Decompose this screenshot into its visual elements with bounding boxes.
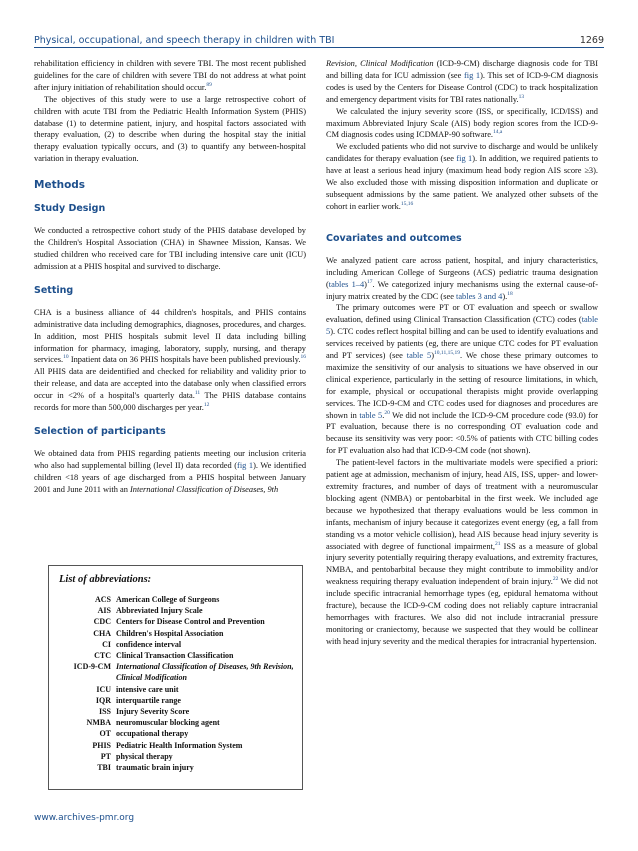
abbreviations-title: List of abbreviations:	[59, 574, 152, 585]
methods-heading: Methods	[34, 179, 86, 192]
study-design-paragraph: We conducted a retrospective cohort study of the PHIS database developed by the Children's Hospital Association (CHA) in Shawnee Mission, Kansas. We studied children who received care for TBI including intensive care unit (ICU) admission at a PHIS hospital and survived to discharge.	[34, 226, 306, 271]
abbreviation-row	[51, 650, 296, 661]
covariates-heading: Covariates and outcomes	[326, 232, 462, 244]
abbreviation-row	[51, 684, 296, 695]
abbreviation-term: PT	[100, 751, 111, 761]
abbreviation-term: ISS	[98, 707, 111, 717]
abbreviation-term: CDC	[93, 617, 111, 627]
abbreviation-definition: International Classification of Diseases, 9th Revision, Clinical Modification	[116, 662, 294, 683]
header-rule	[34, 47, 604, 48]
abbreviation-row	[51, 717, 296, 728]
table5-link[interactable]: table 5	[326, 315, 598, 337]
abbreviation-definition: occupational therapy	[116, 729, 189, 739]
abbreviation-row	[51, 706, 296, 717]
abbreviation-definition: traumatic brain injury	[116, 763, 194, 773]
abbreviation-row	[51, 728, 296, 739]
abbreviation-row	[51, 628, 296, 639]
iss-paragraph: We calculated the injury severity score (ISS, or specifically, ICD/ISS) and maximum Abbreviated Injury Scale (AIS) body region scores from the ICD-9-CM diagnosis codes using ICDMAP-90 software.$^{14,a}$	[326, 106, 598, 140]
abbreviation-term: CHA	[93, 628, 111, 638]
tables-1-4-link[interactable]: tables 1–4	[328, 279, 365, 289]
abbreviation-term: ICD-9-CM	[73, 662, 111, 672]
covariates-paragraph: We analyzed patient care across patient, hospital, and injury characteristics, including American College of Surgeons (ACS) pediatric trauma designation (tables 1–4)$^{17}$. We categorized injury mechanisms using the external cause-of-injury matrix created by the CDC (see tables 3 and 4).$^{18}$	[326, 255, 598, 301]
abbreviation-term: CTC	[94, 651, 111, 661]
abbreviation-row	[51, 616, 296, 627]
abbreviations-box	[48, 565, 303, 790]
table5-link[interactable]: table 5	[359, 410, 383, 420]
fig1-link[interactable]: fig 1	[456, 154, 473, 164]
abbreviation-definition: American College of Surgeons	[116, 595, 220, 604]
abbreviation-row	[51, 639, 296, 650]
abbreviation-definition: Children's Hospital Association	[116, 628, 224, 638]
abbreviation-term: NMBA	[86, 718, 111, 728]
selection-heading: Selection of participants	[34, 425, 166, 437]
abbreviation-definition: Clinical Transaction Classification	[116, 651, 234, 661]
abbreviations-list	[51, 594, 296, 773]
setting-heading: Setting	[34, 284, 74, 296]
abbreviation-term: ACS	[94, 595, 111, 604]
abbreviation-definition: intensive care unit	[116, 684, 179, 694]
fig1-link[interactable]: fig 1	[237, 460, 254, 470]
page-number: 1269	[579, 35, 604, 46]
abbreviation-row	[51, 594, 296, 605]
abbreviation-term: AIS	[97, 606, 111, 616]
intro-paragraph: rehabilitation efficiency in children with severe TBI. The most recent published guidelines for the care of children with severe TBI do not address at what point after injury initiation of rehabilitation should occur.$^{89}$	[34, 59, 306, 92]
abbreviation-row	[51, 661, 296, 683]
abbreviation-definition: neuromuscular blocking agent	[116, 718, 220, 728]
abbreviation-term: ICU	[96, 684, 111, 694]
setting-paragraph: CHA is a business alliance of 44 children's hospitals, and PHIS contains administrative data including demographics, diagnoses, procedures, and charges. In addition, most PHIS hospitals submit level II data including billing information for pharmacy, imaging, laboratory, supply, nursing, and therapy services.$^{10}$ Inpatient data on 36 PHIS hospitals have been published previously.$^{16}$ All PHIS data are deidentified and checked for reliability and validity prior to their release, and data are accepted into the database only when classified errors occur in <2% of a hospital's quarterly data.$^{11}$ The PHIS database contains records for more than 500,000 discharges per year.$^{12}$	[34, 307, 306, 413]
abbreviation-row	[51, 695, 296, 706]
left-column	[34, 58, 306, 496]
abbreviation-row	[51, 762, 296, 773]
table5-link[interactable]: table 5	[406, 351, 432, 361]
fig1-link[interactable]: fig 1	[463, 70, 481, 80]
abbreviation-definition: Centers for Disease Control and Prevention	[116, 617, 265, 627]
abbreviation-row	[51, 740, 296, 751]
objectives-paragraph: The objectives of this study were to use a large retrospective cohort of children with acute TBI from the Pediatric Health Information System (PHIS) database (1) to determine patient, injury, and hospital factors associated with therapy evaluation, (2) to describe when during the hospital stay the initial therapy evaluation typically occurs, and (3) to quantify any between-hospital variation in therapy evaluation.	[34, 94, 306, 164]
abbreviation-definition: Injury Severity Score	[116, 707, 190, 717]
abbreviation-definition: physical therapy	[116, 751, 173, 761]
abbreviation-row	[51, 605, 296, 616]
outcomes-paragraph: The primary outcomes were PT or OT evaluation and speech or swallow evaluation, defined using Clinical Transaction Classification (CTC) codes (table 5). CTC codes reflect hospital billing and can be used to identify evaluations and services received by patients (eg, there are unique CTC codes for PT evaluation and PT services) (see table 5)$^{10,11,15,19}$. We chose these primary outcomes to maximize the sensitivity of our analysis to situations we have observed in our clinical experience, particularly in the setting of resource limitations, in which, for example, physical or occupational therapists might provide overlapping services. The ICD-9-CM and CTC codes used for diagnoses and procedures are shown in table 5.20 We did not include the ICD-9-CM procedure code (93.0) for PT evaluation, because there is no corresponding OT evaluation code and because its sensitivity was very poor: <0.5% of patients with CTC billing codes for PT evaluation also had that ICD-9-CM code (not shown).	[326, 303, 598, 456]
abbreviation-row	[51, 751, 296, 762]
abbreviation-definition: interquartile range	[116, 695, 181, 705]
study-design-heading: Study Design	[34, 203, 106, 215]
factors-paragraph: The patient-level factors in the multivariate models were specified a priori: patient age at admission, mechanism of injury, head AIS, ISS, upper- and lower-extremity fractures, and number of days of treatment with a neuromuscular blocking agent (NMBA) or pentobarbital in the first week. We included age because we hypothesized that therapy evaluations would be less common in infants, mechanism of injury because it categorizes event energy (eg, a fall from standing vs a motor vehicle collision), head AIS because head injury severity is associated with degree of functional impairment,$^{21}$ ISS as a measure of global injury severity potentially requiring therapy evaluations, and extremity fractures, NMBA, and pentobarbital because they might contribute to immobility and/or weakness requiring therapy evaluation independent of brain injury.$^{22}$ We did not include specific intracranial hemorrhage types (eg, epidural hematoma without fracture), because the ICD-9-CM coding does not reliably capture intracranial hemorrhages with fractures. We also did not include intracranial pressure monitoring or craniectomy, because we suspected that they would be collinear with head injury severity and the medical therapies for intracranial hypertension.	[326, 458, 598, 646]
abbreviation-term: TBI	[97, 763, 111, 773]
abbreviation-term: CI	[102, 639, 111, 649]
abbreviation-term: PHIS	[92, 740, 111, 750]
selection-paragraph: We obtained data from PHIS regarding patients meeting our inclusion criteria who also had supplemental billing (level II) data recorded (fig 1). We identified children <18 years of age discharged from a PHIS hospital between January 2001 and June 2011 with an International Classification of Diseases, 9th	[34, 448, 307, 494]
journal-url[interactable]: www.archives-pmr.org	[34, 813, 135, 823]
exclusion-paragraph: We excluded patients who did not survive to discharge and would be unlikely candidates for therapy evaluation (see fig 1). In addition, we required patients to have at least a serious head injury (maximum head body region AIS score ≥3). We also excluded those with missing disposition information and duplicate or subsequent admissions by the same patient. We analyzed other subsets of the cohort in earlier work.$^{15,16}$	[326, 142, 598, 211]
icd-paragraph: Revision, Clinical Modification (ICD-9-CM) discharge diagnosis code for TBI and billing data for ICU admission (see fig 1). This set of ICD-9-CM diagnosis codes is used by the Centers for Disease Control (CDC) to track hospitalization and emergency department visits for TBI rates nationally.$^{13}$	[326, 59, 598, 104]
abbreviation-definition: confidence interval	[116, 639, 182, 649]
abbreviation-term: OT	[99, 729, 111, 739]
abbreviation-term: IQR	[95, 695, 111, 705]
tables-3-4-link[interactable]: tables 3 and 4	[456, 291, 503, 301]
abbreviation-definition: Abbreviated Injury Scale	[116, 606, 203, 616]
running-title: Physical, occupational, and speech therapy in children with TBI	[34, 35, 335, 46]
abbreviation-definition: Pediatric Health Information System	[116, 740, 243, 750]
right-column	[326, 58, 598, 648]
